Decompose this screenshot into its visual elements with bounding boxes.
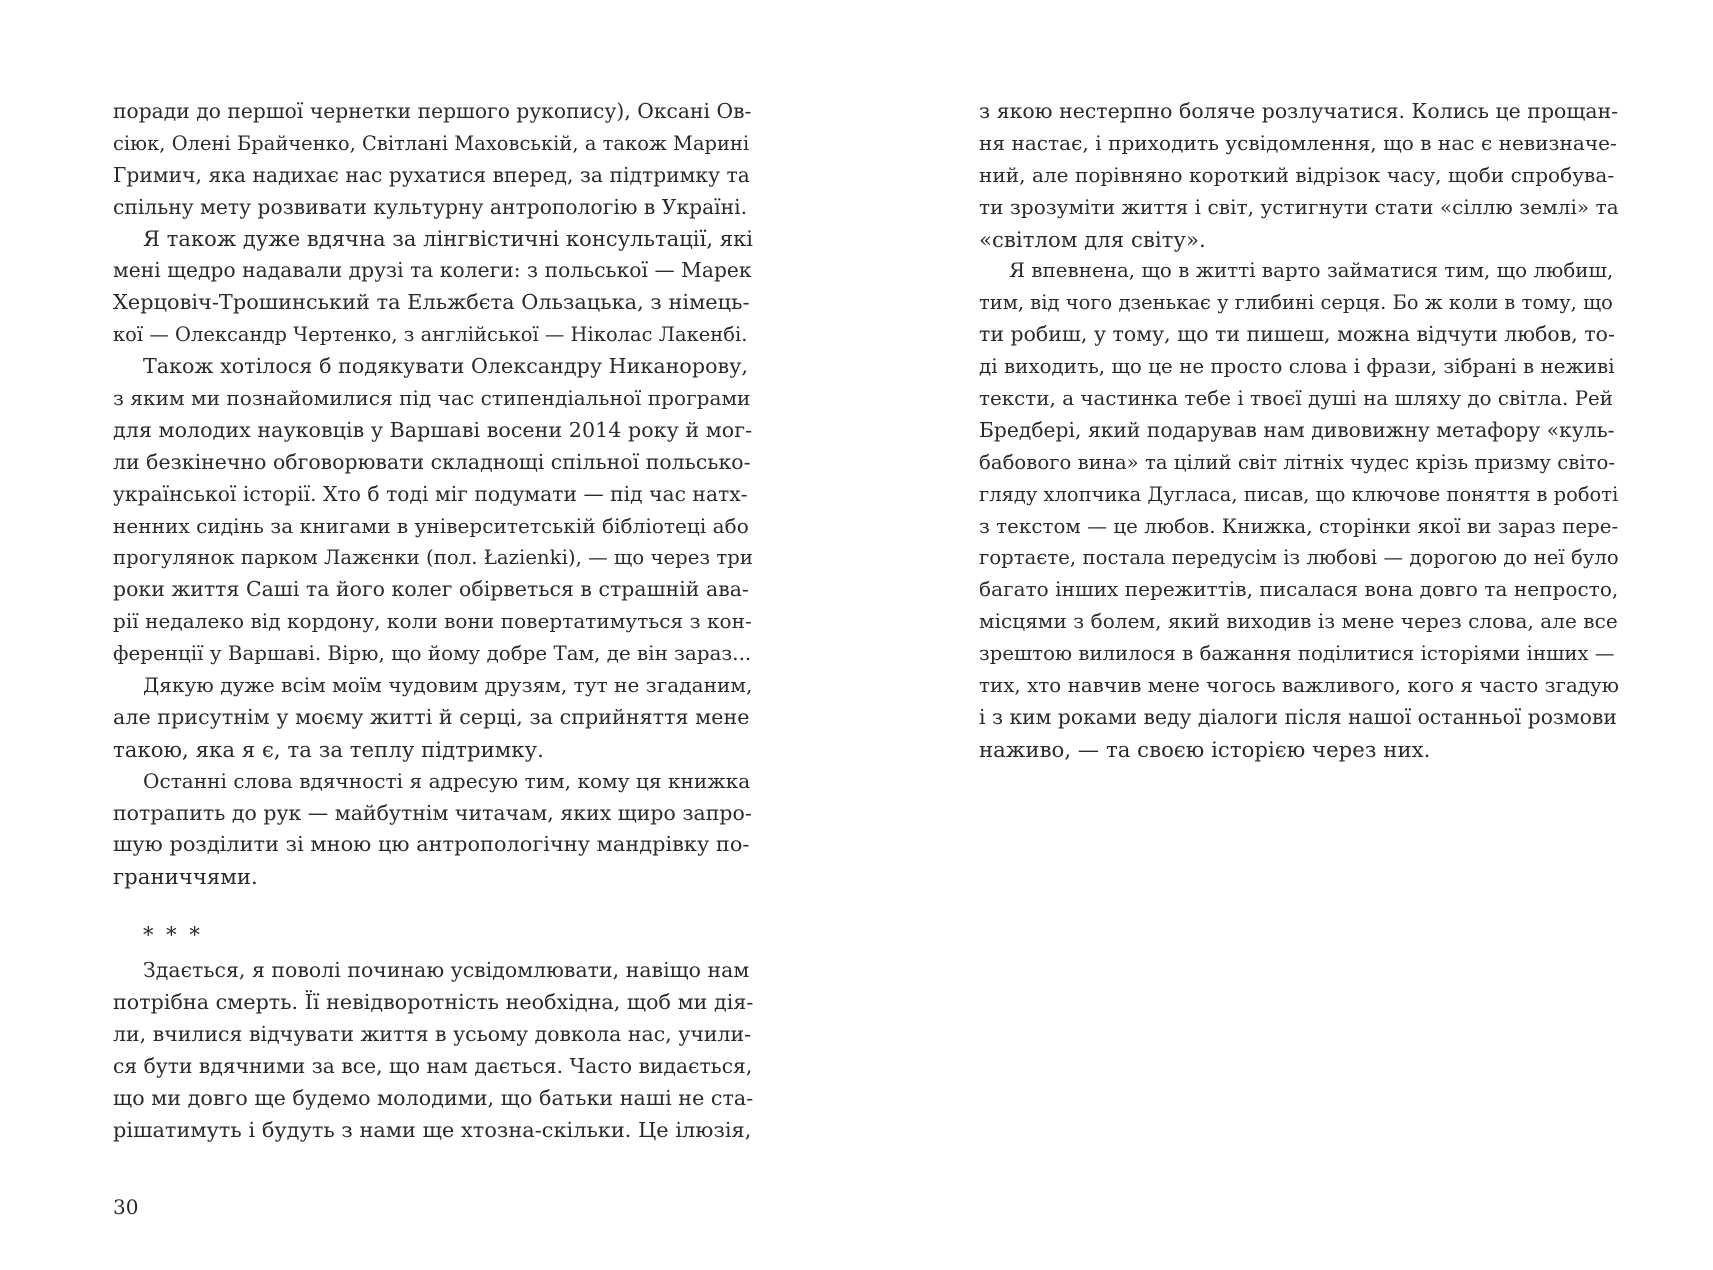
text-line: «світлом для світу». [979, 226, 1206, 252]
text-line: гортаєте, постала передусім із любові — дорогою до неї було [979, 546, 1619, 570]
text-line: Я впевнена, що в житті варто займатися тим, що любиш, [1009, 259, 1614, 283]
text-line: з текстом — це любов. Книжка, сторінки якої ви зараз пере- [979, 514, 1619, 538]
text-line: Дякую дуже всім моїм чудовим друзям, тут не згаданим, [143, 673, 753, 698]
text-line: тих, хто навчив мене чогось важливого, кого я часто згадую [979, 674, 1619, 698]
text-line: Також хотілося б подякувати Олександру Никанорову, [143, 354, 748, 379]
text-line: з якою нестерпно боляче розлучатися. Колись це прощан- [979, 99, 1619, 123]
text-line: з яким ми познайомилися під час стипендіальної програми [113, 386, 751, 411]
text-line: рії недалеко від кордону, коли вони повертатимуться з кон- [113, 609, 752, 634]
text-line: граниччями. [113, 864, 258, 890]
text-line: але присутнім у моєму житті й серці, за сприйняття мене [113, 704, 750, 729]
text-line: ли безкінечно обговорювати складнощі спільної польсько- [113, 449, 751, 474]
section-gap [113, 893, 753, 920]
text-line: роки життя Саші та його колег обірветься в страшній ава- [113, 577, 749, 602]
section-separator: * * * [143, 923, 203, 948]
text-line: рішатимуть і будуть з нами ще хтозна-скільки. Це ілюзія, [113, 1117, 752, 1142]
text-line: ня настає, і приходить усвідомлення, що в нас є невизначе- [979, 130, 1617, 155]
text-line: ді виходить, що це не просто слова і фрази, зібрані в неживі [979, 355, 1615, 379]
text-line: зрештою вилилося в бажання поділитися історіями інших — [979, 642, 1615, 666]
text-line: тим, від чого дзенькає у глибині серця. Бо ж коли в тому, що [979, 291, 1613, 315]
text-line: ти зрозуміти життя і світ, устигнути стати «сіллю землі» та [979, 194, 1619, 219]
text-line: для молодих науковців у Варшаві восени 2014 року й мог- [113, 417, 753, 442]
text-line: ли, вчилися відчувати життя в усьому довкола нас, учили- [113, 1021, 752, 1046]
text-line: багато інших пережиттів, писалася вона довго та непросто, [979, 577, 1619, 602]
text-line: місцями з болем, який виходив із мене через слова, але все [979, 609, 1618, 634]
text-line: прогулянок парком Лажєнки (пол. Łazienki), — що через три [113, 546, 753, 570]
text-line: української історії. Хто б тоді міг подумати — під час натх- [113, 481, 748, 506]
text-line: і з ким роками веду діалоги після нашої останньої розмови [979, 704, 1617, 729]
left-page-text [113, 96, 753, 1147]
text-line: Здається, я поволі починаю усвідомлювати, навіщо нам [143, 958, 750, 983]
text-line: ненних сидінь за книгами в університетській бібліотеці або [113, 513, 749, 538]
text-line: такою, яка я є, та за теплу підтримку. [113, 736, 544, 762]
right-page-text [979, 96, 1619, 766]
text-line: сіюк, Олені Брайченко, Світлані Маховській, а також Марині [113, 131, 750, 155]
text-line: бабового вина» та цілий світ літніх чудес крізь призму світо- [979, 450, 1616, 474]
text-line: наживо, — та своєю історією через них. [979, 736, 1431, 762]
text-line: потрапить до рук — майбутнім читачам, яких щиро запро- [113, 800, 752, 825]
text-line: Останні слова вдячності я адресую тим, кому ця книжка [143, 768, 751, 793]
text-line: спільну мету розвивати культурну антропологію в Україні. [113, 194, 748, 219]
text-line: кої — Олександр Чертенко, з англійської — Ніколас Лакенбі. [113, 323, 748, 347]
text-line: ференції у Варшаві. Вірю, що йому добре Там, де він зараз... [113, 642, 752, 666]
text-line: потрібна смерть. Її невідворотність необхідна, щоб ми дія- [113, 990, 754, 1015]
text-line: Я також дуже вдячна за лінгвістичні консультації, які [143, 226, 754, 251]
text-line: тексти, а частинка тебе і твоєї душі на шляху до світла. Рей [979, 387, 1614, 411]
text-line: ти робиш, у тому, що ти пишеш, можна відчути любов, то- [979, 322, 1615, 347]
text-line: ся бути вдячними за все, що нам дається. Часто видається, [113, 1053, 753, 1078]
text-line: Херцовіч-Трошинський та Ельжбєта Ользацька, з німець- [113, 290, 750, 315]
text-line: ний, але порівняно короткий відрізок часу, щоби спробува- [979, 162, 1615, 187]
text-line: Гримич, яка надихає нас рухатися вперед, за підтримку та [113, 162, 750, 187]
text-line: поради до першої чернетки першого рукопису), Оксані Ов- [113, 99, 752, 123]
text-line: мені щедро надавали друзі та колеги: з польської — Марек [113, 258, 752, 283]
text-line: гляду хлопчика Дугласа, писав, що ключове поняття в роботі [979, 482, 1619, 506]
text-line: Бредбері, який подарував нам дивовижну метафору «куль- [979, 417, 1615, 442]
page-number: 30 [113, 1195, 139, 1219]
text-line: що ми довго ще будемо молодими, що батьки наші не ста- [113, 1085, 754, 1110]
text-line: шую розділити зі мною цю антропологічну мандрівку по- [113, 832, 750, 857]
